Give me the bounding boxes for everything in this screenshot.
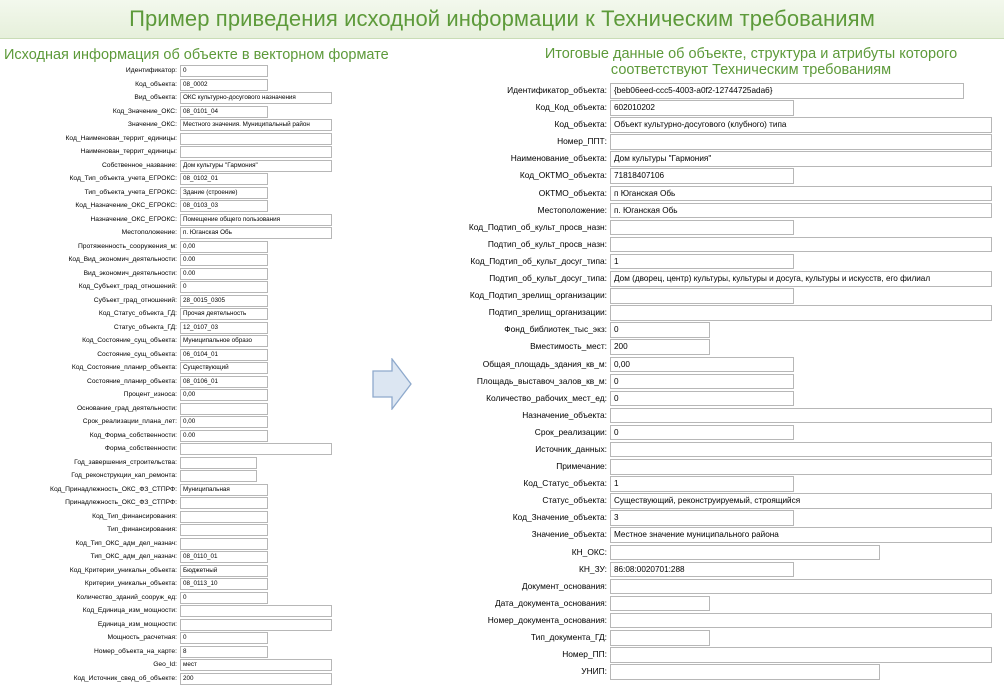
left-panel-subtitle: Исходная информация об объекте в векторном формате (4, 47, 389, 63)
attribute-label: Дата_документа_основания: (494, 597, 607, 608)
attribute-value-field[interactable]: 08_0106_01 (180, 376, 268, 388)
attribute-value-field[interactable]: 0.00 (180, 268, 268, 280)
attribute-label: Тип_финансирования: (107, 526, 177, 533)
left-attribute-row (5, 321, 339, 335)
attribute-value-field[interactable]: 06_0104_01 (180, 349, 268, 361)
attribute-value-field[interactable]: 08_0002 (180, 79, 268, 91)
left-attribute-row (5, 78, 339, 92)
attribute-label: Подтип_об_культ_просв_назн: (487, 238, 607, 249)
left-attribute-row (5, 429, 339, 443)
attribute-value-field[interactable]: 0 (180, 632, 268, 644)
attribute-label: Состояние_планир_объекта: (87, 377, 177, 385)
attribute-value-field[interactable] (180, 146, 332, 158)
attribute-value-field[interactable]: 0,00 (610, 357, 794, 373)
attribute-label: Номер_ПП: (562, 649, 607, 660)
attribute-label: Код_Тип_ОКС_адм_дел_назнач: (75, 539, 177, 547)
attribute-label: КН_ОКС: (571, 546, 607, 557)
right-attribute-row (440, 219, 992, 236)
attribute-value-field[interactable]: 200 (180, 673, 332, 685)
attribute-value-field[interactable]: 08_0113_10 (180, 578, 268, 590)
right-attribute-row (440, 253, 992, 270)
right-attribute-row (440, 167, 992, 184)
left-attribute-row (5, 658, 339, 672)
attribute-label: Год_завершения_строительства: (74, 458, 177, 466)
attribute-label: Назначение_объекта: (522, 409, 607, 420)
right-attribute-row (440, 321, 992, 338)
left-attribute-row (5, 550, 339, 564)
right-attribute-row (440, 99, 992, 116)
attribute-label: Тип_объекта_учета_ЕГРОКС: (84, 188, 177, 196)
attribute-value-field[interactable] (610, 408, 992, 424)
attribute-label: Тип_документа_ГД: (530, 632, 607, 642)
attribute-value-field[interactable]: 08_0102_01 (180, 173, 268, 185)
attribute-label: Срок_реализации_плана_лет: (82, 418, 177, 425)
left-attribute-row (5, 577, 339, 591)
right-attribute-row (440, 424, 992, 441)
attribute-value-field[interactable]: 0,00 (180, 416, 268, 428)
attribute-label: Собственное_название: (101, 161, 177, 169)
attribute-value-field[interactable] (180, 524, 268, 536)
attribute-label: Состояние_сущ_объекта: (97, 350, 177, 358)
attribute-label: Код_Наименован_террит_единицы: (65, 134, 177, 142)
left-attribute-row (5, 375, 339, 389)
attribute-value-field[interactable]: {beb06eed-ccc5-4003-a0f2-12744725ada6} (610, 83, 964, 99)
attribute-label: Количество_зданий_сооруж_ед: (76, 593, 177, 601)
right-attribute-row (440, 185, 992, 202)
attribute-label: Протяженность_сооружения_м: (77, 242, 177, 250)
attribute-label: Код_Состояние_сущ_объекта: (82, 337, 177, 344)
left-attribute-row (5, 226, 339, 240)
left-attribute-row (5, 523, 339, 537)
attribute-value-field[interactable] (180, 133, 332, 145)
page-title: Пример приведения исходной информации к Техническим требованиям (129, 6, 875, 31)
attribute-value-field[interactable] (610, 305, 992, 321)
left-attribute-row (5, 604, 339, 618)
attribute-value-field[interactable]: Муниципальное образо (180, 335, 268, 347)
left-attribute-row (5, 645, 339, 659)
right-attribute-row (440, 407, 992, 424)
right-attribute-row (440, 82, 992, 99)
left-attribute-row (5, 496, 339, 510)
attribute-value-field[interactable]: 12_0107_03 (180, 322, 268, 334)
left-attribute-row (5, 64, 339, 78)
right-arrow-icon (372, 358, 412, 410)
left-attribute-row (5, 91, 339, 105)
attribute-value-field[interactable]: 08_0101_04 (180, 106, 268, 118)
attribute-value-field[interactable] (610, 545, 880, 561)
attribute-label: Код_Критерии_уникальн_объекта: (69, 566, 177, 574)
attribute-label: Значение_ОКС: (127, 121, 177, 128)
attribute-label: Количество_рабочих_мест_ед: (486, 392, 607, 403)
attribute-value-field[interactable]: п. Юганская Обь (610, 203, 992, 219)
attribute-label: Код_Значение_объекта: (512, 512, 607, 523)
attribute-label: Код_Принадлежность_ОКС_ФЗ_СТПРФ: (50, 485, 177, 493)
attribute-label: Код_Форма_собственности: (89, 431, 177, 439)
left-attribute-row (5, 213, 339, 227)
right-attribute-row (440, 270, 992, 287)
attribute-label: Критерии_уникальн_объекта: (84, 580, 177, 587)
right-attribute-row (440, 202, 992, 219)
left-attribute-row (5, 253, 339, 267)
left-attribute-row (5, 267, 339, 281)
attribute-label: Код_Источник_свед_об_объекте: (73, 674, 177, 682)
right-attribute-row (440, 612, 992, 629)
attribute-value-field[interactable]: ОКС культурно-досугового назначения (180, 92, 332, 104)
source-attributes-panel (5, 64, 339, 692)
attribute-value-field[interactable]: 3 (610, 510, 794, 526)
attribute-value-field[interactable]: 0.00 (180, 430, 268, 442)
attribute-label: Код_Статус_объекта_ГД: (98, 310, 177, 317)
attribute-value-field[interactable]: 602010202 (610, 100, 794, 116)
attribute-label: Примечание: (556, 461, 607, 472)
attribute-value-field[interactable]: 71818407106 (610, 168, 794, 184)
attribute-label: Код_Назначение_ОКС_ЕГРОКС: (75, 202, 177, 209)
right-attribute-row (440, 338, 992, 355)
attribute-label: Процент_износа: (123, 391, 177, 398)
left-attribute-row (5, 631, 339, 645)
right-attribute-row (440, 663, 992, 680)
right-attribute-row (440, 441, 992, 458)
right-attribute-row (440, 561, 992, 578)
attribute-value-field[interactable] (610, 134, 992, 150)
attribute-value-field[interactable]: Существующий, реконструируемый, строящийся (610, 493, 992, 509)
attribute-label: Местоположение: (537, 204, 607, 215)
right-attribute-row (440, 544, 992, 561)
attribute-label: Идентификатор_объекта: (507, 85, 607, 95)
right-attribute-row (440, 595, 992, 612)
right-attribute-row (440, 133, 992, 150)
attribute-label: КН_ЗУ: (578, 563, 607, 574)
attribute-label: Номер_документа_основания: (487, 614, 607, 625)
attribute-value-field[interactable] (180, 497, 268, 509)
attribute-value-field[interactable]: Дом культуры "Гармония" (180, 160, 332, 172)
left-attribute-row (5, 280, 339, 294)
attribute-label: Субъект_град_отношений: (93, 296, 177, 304)
right-attribute-row (440, 236, 992, 253)
attribute-value-field[interactable]: Прочая деятельность (180, 308, 268, 320)
attribute-value-field[interactable]: 0 (610, 322, 710, 338)
right-attribute-row (440, 475, 992, 492)
attribute-value-field[interactable]: Дом культуры "Гармония" (610, 151, 992, 167)
attribute-label: Статус_объекта_ГД: (113, 323, 177, 331)
right-attribute-row (440, 390, 992, 407)
attribute-value-field[interactable]: Местное значение муниципального района (610, 527, 992, 543)
left-attribute-row (5, 240, 339, 254)
attribute-value-field[interactable] (610, 288, 794, 304)
attribute-label: Единица_изм_мощности: (97, 620, 177, 628)
attribute-label: Код_Подтип_об_культ_досуг_типа: (470, 255, 607, 266)
left-attribute-row (5, 564, 339, 578)
attribute-value-field[interactable]: 0,00 (180, 241, 268, 253)
attribute-value-field[interactable] (610, 630, 710, 646)
left-attribute-row (5, 672, 339, 686)
attribute-value-field[interactable]: 28_0015_0305 (180, 295, 268, 307)
attribute-label: Мощность_расчетная: (107, 634, 177, 641)
attribute-value-field[interactable]: Здание (строение) (180, 187, 268, 199)
left-attribute-row (5, 294, 339, 308)
attribute-value-field[interactable] (180, 511, 268, 523)
right-attribute-row (440, 150, 992, 167)
attribute-label: Год_реконструкции_кап_ремонта: (71, 472, 177, 479)
attribute-label: Общая_площадь_здания_кв_м: (482, 358, 607, 369)
left-attribute-row (5, 442, 339, 456)
attribute-value-field[interactable] (180, 605, 332, 617)
attribute-label: УНИП: (581, 666, 607, 677)
attribute-value-field[interactable] (180, 538, 268, 550)
attribute-label: Код_Код_объекта: (535, 102, 607, 113)
right-attribute-row (440, 509, 992, 526)
attribute-value-field[interactable] (180, 457, 257, 469)
attribute-value-field[interactable] (610, 220, 794, 236)
right-attribute-row (440, 578, 992, 595)
attribute-label: Код_Тип_финансирования: (92, 512, 177, 520)
right-attribute-row (440, 629, 992, 646)
attribute-value-field[interactable]: 86:08:0020701:288 (610, 562, 794, 578)
attribute-label: Вместимость_мест: (530, 341, 607, 352)
attribute-label: Наименован_террит_единицы: (80, 148, 177, 155)
right-attribute-row (440, 492, 992, 509)
attribute-value-field[interactable]: Муниципальная (180, 484, 268, 496)
attribute-value-field[interactable]: Объект культурно-досугового (клубного) типа (610, 117, 992, 133)
attribute-value-field[interactable]: 0 (610, 374, 794, 390)
attribute-value-field[interactable] (610, 613, 992, 629)
left-attribute-row (5, 537, 339, 551)
right-attribute-row (440, 526, 992, 543)
attribute-value-field[interactable]: 08_0110_01 (180, 551, 268, 563)
right-panel-subtitle: Итоговые данные об объекте, структура и атрибуты которого соответствуют Техническим требованиям (544, 46, 958, 78)
attribute-value-field[interactable]: мест (180, 659, 332, 671)
left-attribute-row (5, 415, 339, 429)
right-attribute-row (440, 373, 992, 390)
left-attribute-row (5, 172, 339, 186)
right-attribute-row (440, 287, 992, 304)
attribute-label: Код_Единица_изм_мощности: (82, 607, 177, 614)
attribute-label: Подтип_зрелищ_организации: (488, 307, 607, 318)
attribute-label: Идентификатор: (125, 67, 177, 74)
attribute-label: Номер_объекта_на_карте: (93, 647, 177, 655)
left-attribute-row (5, 618, 339, 632)
target-attributes-panel (440, 82, 992, 687)
attribute-value-field[interactable]: Помещение общего пользования (180, 214, 332, 226)
left-attribute-row (5, 199, 339, 213)
attribute-label: Код_Статус_объекта: (523, 478, 607, 489)
attribute-label: Код_Субъект_град_отношений: (78, 283, 177, 290)
attribute-label: Наименование_объекта: (510, 153, 607, 164)
attribute-value-field[interactable] (180, 443, 332, 455)
attribute-value-field[interactable]: 1 (610, 254, 794, 270)
attribute-value-field[interactable] (180, 619, 332, 631)
left-attribute-row (5, 469, 339, 483)
left-attribute-row (5, 591, 339, 605)
attribute-value-field[interactable] (180, 470, 257, 482)
left-attribute-row (5, 159, 339, 173)
attribute-value-field[interactable]: 0.00 (180, 254, 268, 266)
attribute-value-field[interactable] (610, 596, 710, 612)
attribute-label: Статус_объекта: (542, 495, 607, 506)
attribute-label: Тип_ОКС_адм_дел_назнач: (90, 553, 177, 560)
left-attribute-row (5, 456, 339, 470)
attribute-label: ОКТМО_объекта: (538, 187, 607, 198)
attribute-label: Назначение_ОКС_ЕГРОКС: (90, 215, 177, 223)
attribute-label: Подтип_об_культ_досуг_типа: (489, 273, 607, 284)
attribute-value-field[interactable]: 0 (180, 592, 268, 604)
left-attribute-row (5, 145, 339, 159)
attribute-value-field[interactable]: 0 (610, 391, 794, 407)
attribute-label: Документ_основания: (521, 580, 607, 591)
attribute-label: Основание_град_деятельности: (76, 404, 177, 412)
attribute-value-field[interactable]: 8 (180, 646, 268, 658)
left-attribute-row (5, 186, 339, 200)
attribute-value-field[interactable] (610, 459, 992, 475)
attribute-value-field[interactable] (610, 647, 992, 663)
attribute-value-field[interactable]: 08_0103_03 (180, 200, 268, 212)
attribute-label: Код_Подтип_зрелищ_организации: (469, 290, 607, 301)
attribute-label: Принадлежность_ОКС_ФЗ_СТПРФ: (65, 499, 177, 506)
attribute-label: Форма_собственности: (104, 445, 177, 452)
left-attribute-row (5, 307, 339, 321)
attribute-label: Срок_реализации: (534, 426, 607, 437)
attribute-value-field[interactable] (610, 442, 992, 458)
attribute-value-field[interactable]: Местного значения. Муниципальный район (180, 119, 332, 131)
left-attribute-row (5, 510, 339, 524)
attribute-value-field[interactable]: 0 (180, 65, 268, 77)
attribute-label: Код_Подтип_об_культ_просв_назн: (468, 221, 607, 232)
left-attribute-row (5, 402, 339, 416)
attribute-label: Площадь_выставоч_залов_кв_м: (476, 375, 607, 386)
attribute-label: Код_Значение_ОКС: (112, 107, 177, 115)
title-banner (0, 0, 1004, 39)
attribute-label: Код_Тип_объекта_учета_ЕГРОКС: (69, 175, 177, 182)
attribute-value-field[interactable]: 0 (610, 425, 794, 441)
attribute-label: Код_Вид_экономич_деятельности: (68, 256, 177, 263)
attribute-value-field[interactable] (180, 403, 268, 415)
right-attribute-row (440, 458, 992, 475)
attribute-label: Код_Состояние_планир_объекта: (71, 364, 177, 371)
right-attribute-row (440, 116, 992, 133)
attribute-label: Источник_данных: (535, 443, 607, 454)
attribute-value-field[interactable]: Существующий (180, 362, 268, 374)
attribute-label: Номер_ППТ: (557, 136, 607, 147)
attribute-label: Код_ОКТМО_объекта: (519, 170, 607, 181)
attribute-value-field[interactable]: п. Юганская Обь (180, 227, 332, 239)
attribute-label: Фонд_библиотек_тыс_экз: (504, 324, 607, 335)
source-attributes-form (5, 64, 339, 685)
attribute-value-field[interactable]: п Юганская Обь (610, 186, 992, 202)
attribute-label: Вид_экономич_деятельности: (83, 269, 177, 277)
left-attribute-row (5, 361, 339, 375)
attribute-value-field[interactable] (610, 664, 880, 680)
left-attribute-row (5, 118, 339, 132)
attribute-value-field[interactable]: Дом (дворец, центр) культуры, культуры и досуга, культуры и искусств, его филиал (610, 271, 992, 287)
left-attribute-row (5, 334, 339, 348)
attribute-label: Вид_объекта: (134, 94, 177, 101)
right-attribute-row (440, 646, 992, 663)
attribute-label: Код_объекта: (135, 80, 177, 88)
attribute-value-field[interactable] (610, 579, 992, 595)
left-attribute-row (5, 105, 339, 119)
attribute-label: Местоположение: (121, 229, 177, 236)
left-attribute-row (5, 483, 339, 497)
attribute-value-field[interactable]: 0,00 (180, 389, 268, 401)
attribute-value-field[interactable]: 0 (180, 281, 268, 293)
right-attribute-row (440, 356, 992, 373)
attribute-label: Код_объекта: (554, 119, 607, 130)
attribute-label: Geo_Id: (153, 661, 177, 668)
left-attribute-row (5, 388, 339, 402)
attribute-value-field[interactable]: 1 (610, 476, 794, 492)
left-attribute-row (5, 132, 339, 146)
attribute-label: Значение_объекта: (531, 529, 607, 540)
target-attributes-form (440, 82, 992, 680)
left-attribute-row (5, 348, 339, 362)
right-attribute-row (440, 304, 992, 321)
attribute-value-field[interactable]: Бюджетный (180, 565, 268, 577)
attribute-value-field[interactable]: 200 (610, 339, 710, 355)
attribute-value-field[interactable] (610, 237, 992, 253)
